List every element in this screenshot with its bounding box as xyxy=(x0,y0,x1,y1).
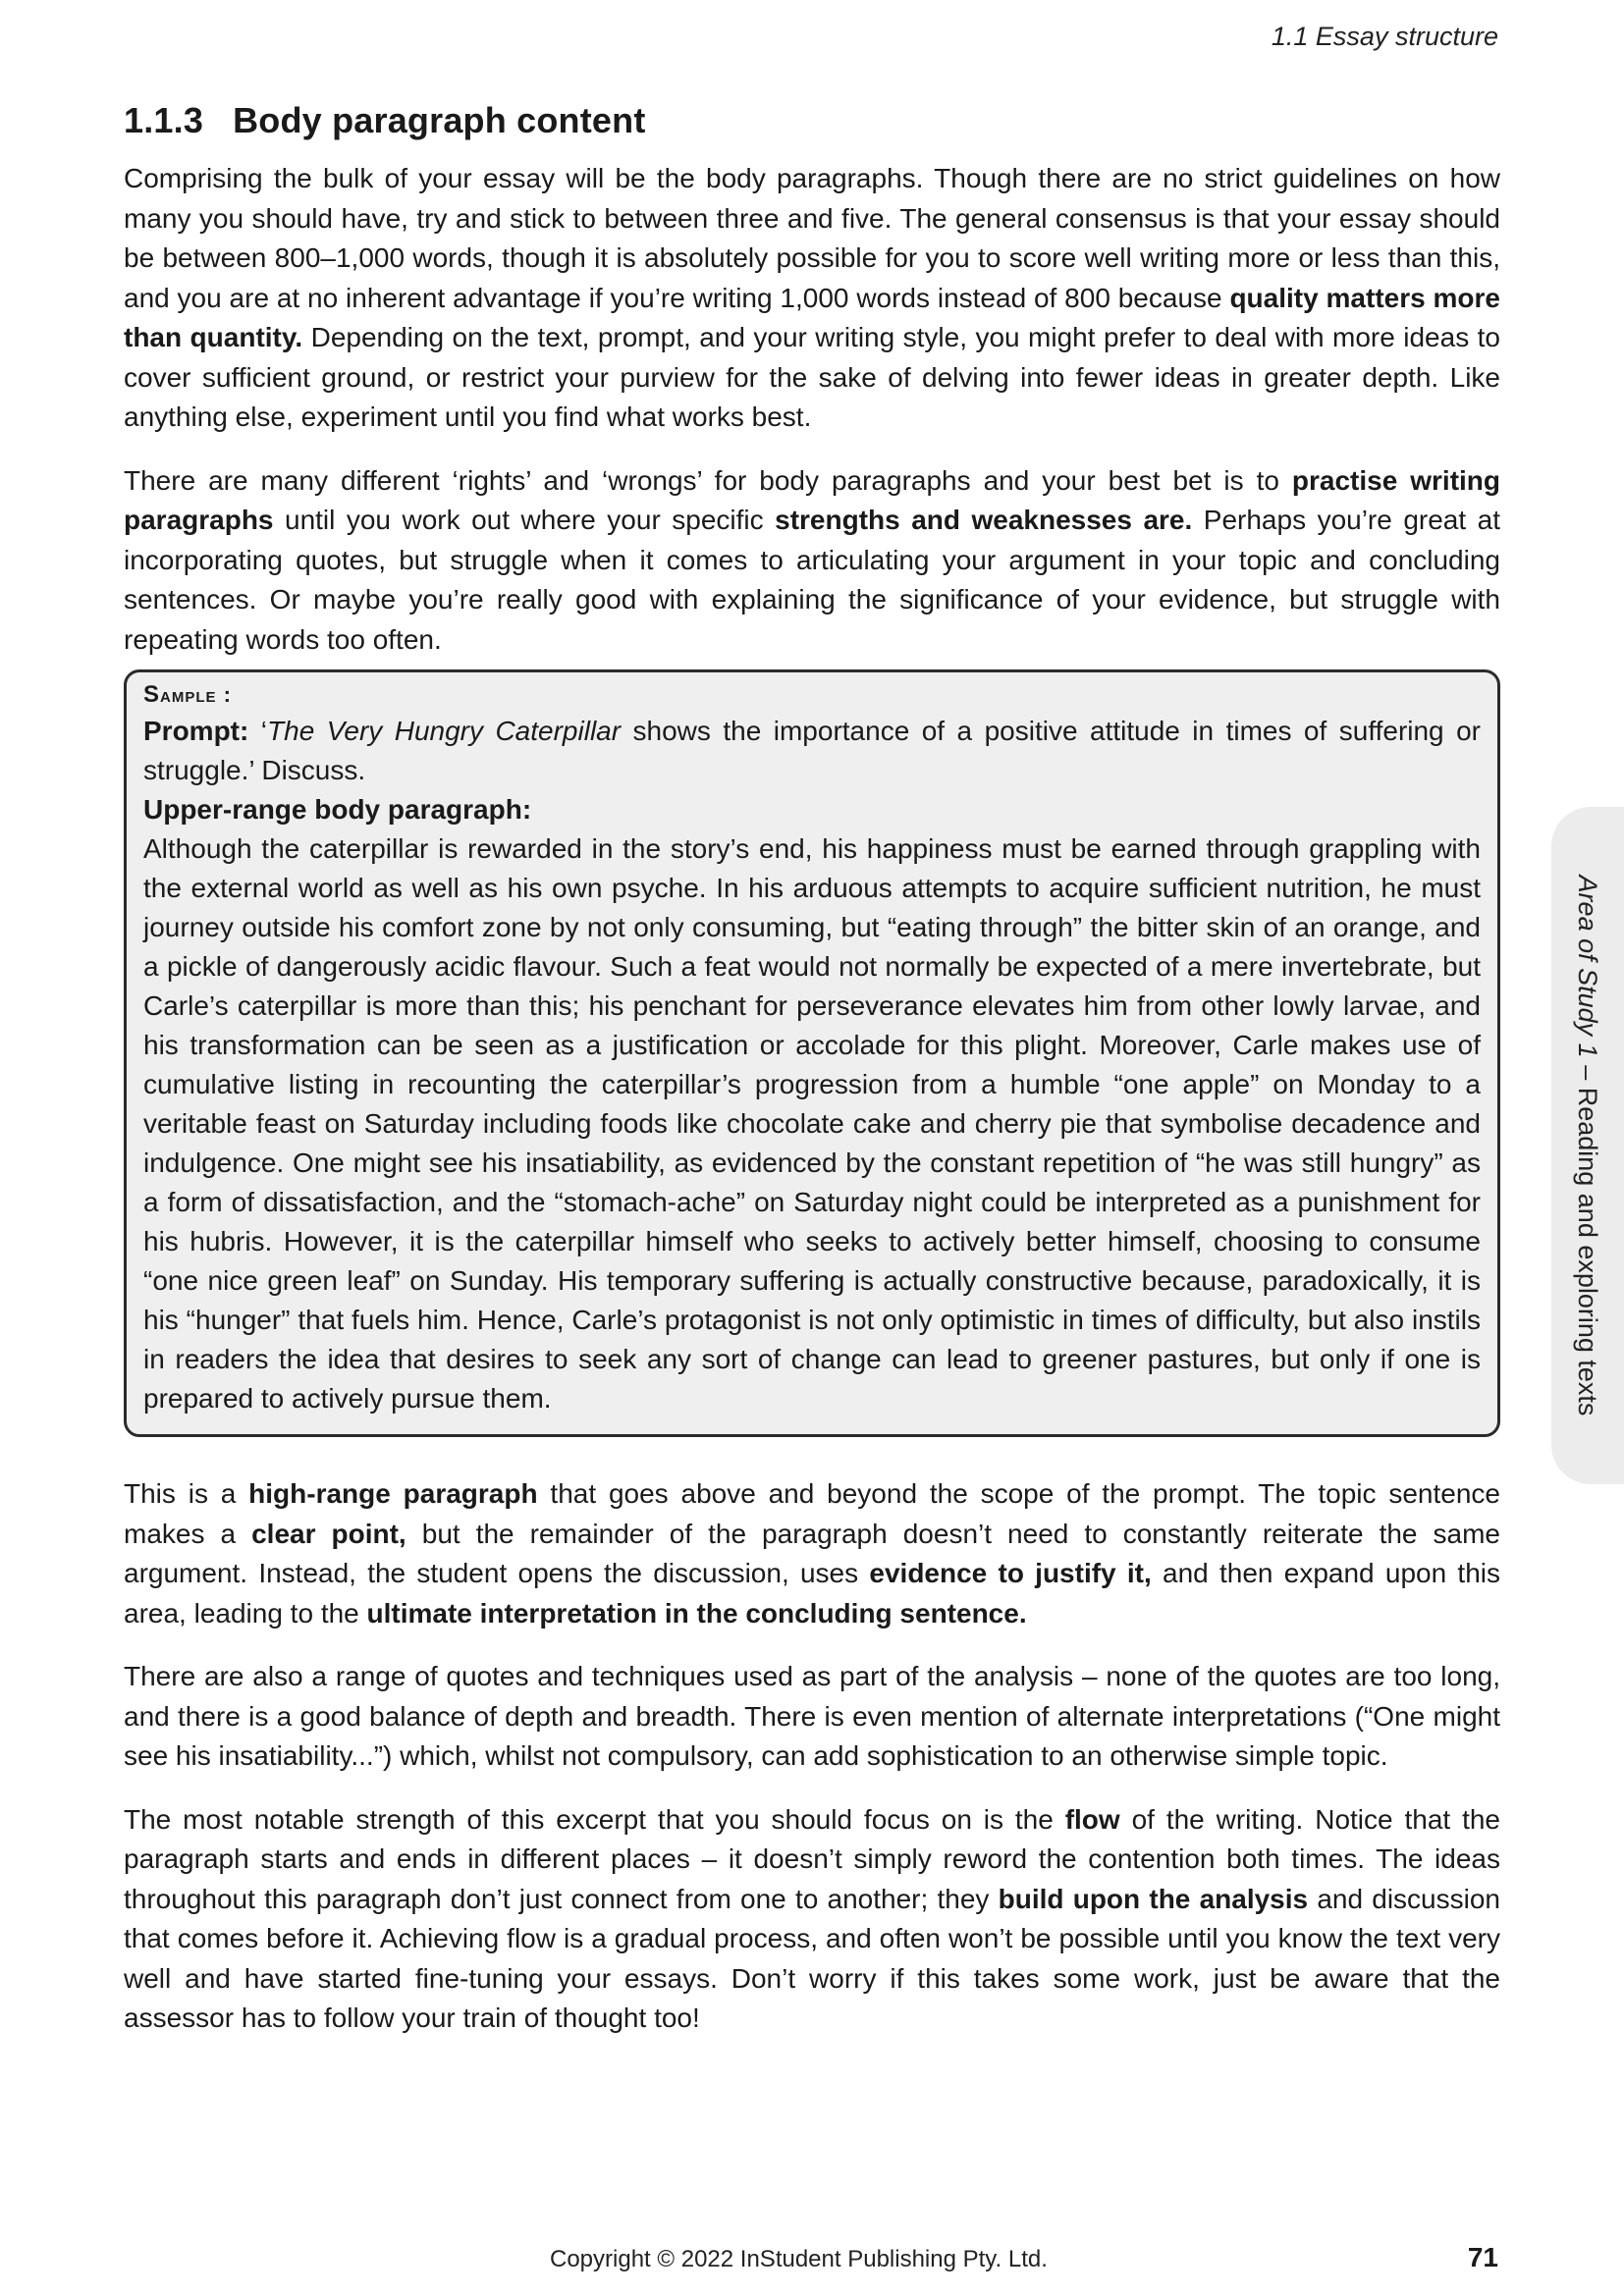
bold-text: ultimate interpretation in the concluding sentence. xyxy=(366,1597,1027,1629)
text-run: Perhaps you’re great at incorporating quotes, but struggle when it comes to articulating your argument in your topic and concluding sentences. Or maybe you’re really good with explaining the significance of your evidence, but struggle with repeating words too often. xyxy=(124,505,1500,655)
text-run: of the writing. Notice that the paragraph starts and ends in different places – it doesn’t simply reword the contention both times. The ideas throughout this paragraph don’t just connect from one to another; they xyxy=(124,1803,1500,1914)
sample-paragraph-text: Although the caterpillar is rewarded in the story’s end, his happiness must be earned through grappling with the external world as well as his own psyche. In his arduous attempts to acquire sufficient nutrition, he must journey outside his comfort zone by not only consuming, but “eating through” the bitter skin of an orange, and a pickle of dangerously acidic flavour. Such a feat would not normally be expected of a mere invertebrate, but Carle’s caterpillar is more than this; his penchant for perseverance elevates him from other lowly larvae, and his transformation can be seen as a justification or accolade for this plight. Moreover, Carle makes use of cumulative listing in recounting the caterpillar’s progression from a humble “one apple” on Monday to a veritable feast on Saturday including foods like chocolate cake and cherry pie that symbolise decadence and indulgence. One might see his insatiability, as evidenced by the constant repetition of “he was still hungry” as a form of dissatisfaction, and the “stomach-ache” on Saturday night could be interpreted as a punishment for his hubris. However, it is the caterpillar himself who seeks to actively better himself, choosing to consume “one nice green leaf” on Sunday. His temporary suffering is actually constructive because, paradoxically, it is his “hunger” that fuels him. Hence, Carle’s protagonist is not only optimistic in times of difficulty, but also instils in readers the idea that desires to seek any sort of change can lead to greener pastures, but only if one is prepared to actively pursue them. xyxy=(143,833,1481,1414)
main-content xyxy=(124,100,1500,2062)
bold-text: practise writing paragraphs xyxy=(124,464,1501,535)
bold-text: clear point, xyxy=(251,1518,406,1549)
text-run: and discussion that comes before it. Achieving flow is a gradual process, and often won’t be possible until you know the text very well and have started fine-tuning your essays. Don’t worry if this takes some work, just be aware that the assessor has to follow your train of thought too! xyxy=(124,1883,1500,2033)
page-number: 71 xyxy=(1467,2242,1498,2272)
text-run: There are many different ‘rights’ and ‘wrongs’ for body paragraphs and your best bet is to xyxy=(124,464,1292,496)
bold-text: quality matters more than quantity. xyxy=(124,282,1501,352)
text-run: and then expand upon this area, leading to the xyxy=(124,1558,1500,1629)
side-tab-label xyxy=(1551,807,1624,1484)
sample-label xyxy=(143,678,1481,712)
text-run: Comprising the bulk of your essay will be the body paragraphs. Though there are no strict guidelines on how many you should have, try and stick to between three and five. The general consensus is that your essay should be between 800–1,000 words, though it is absolutely possible for you to score well writing more or less than this, and you are at no inherent advantage if you’re writing 1,000 words instead of 800 because xyxy=(124,163,1500,313)
paragraph-1 xyxy=(124,159,1500,438)
paragraph-3 xyxy=(124,1474,1500,1633)
sample-paragraph-label: Upper-range body paragraph: xyxy=(143,794,532,825)
section-heading xyxy=(124,100,1500,141)
side-tab xyxy=(1551,807,1624,1484)
sample-box xyxy=(124,669,1500,1437)
text-run: This is a xyxy=(124,1478,249,1509)
text-run: ‘ xyxy=(248,716,268,746)
footer-copyright: Copyright © 2022 InStudent Publishing Pty. Ltd. xyxy=(550,2246,1048,2272)
text-run: Depending on the text, prompt, and your writing style, you might prefer to deal with more ideas to cover sufficient ground, or restrict your purview for the sake of delving into fewer ideas in greater depth. Like anything else, experiment until you find what works best. xyxy=(124,322,1500,432)
sample-label-rest: ample : xyxy=(160,682,232,707)
bold-text: high-range paragraph xyxy=(248,1478,538,1509)
section-number: 1.1.3 xyxy=(124,100,204,140)
text-run: that goes above and beyond the scope of the prompt. The topic sentence makes a xyxy=(124,1478,1500,1549)
book-title: The Very Hungry Caterpillar xyxy=(267,716,622,746)
sample-label-cap: S xyxy=(143,681,161,708)
paragraph-4 xyxy=(124,1657,1500,1777)
text-run: The most notable strength of this excerpt that you should focus on is the xyxy=(124,1803,1065,1835)
sample-prompt xyxy=(143,712,1481,790)
paragraph-5 xyxy=(124,1800,1500,2039)
text-run: until you work out where your specific xyxy=(273,505,776,535)
bold-text: flow xyxy=(1064,1803,1120,1835)
side-tab-italic: Area of Study 1 xyxy=(1573,875,1603,1058)
prompt-label: Prompt: xyxy=(143,716,249,746)
bold-text: build upon the analysis xyxy=(998,1883,1309,1914)
bold-text: strengths and weaknesses are. xyxy=(775,505,1193,535)
text-run: but the remainder of the paragraph doesn’t need to constantly reiterate the same argument. Instead, the student opens the discussion, uses xyxy=(124,1518,1500,1588)
side-tab-rest: – Reading and exploring texts xyxy=(1573,1065,1603,1416)
paragraph-2 xyxy=(124,461,1500,661)
text-run: There are also a range of quotes and techniques used as part of the analysis – none of the quotes are too long, and there is a good balance of depth and breadth. There is even mention of alternate interpretations (“One might see his insatiability...”) which, whilst not compulsory, can add sophistication to an otherwise simple topic. xyxy=(124,1661,1500,1771)
running-head: 1.1 Essay structure xyxy=(1271,22,1498,51)
section-title: Body paragraph content xyxy=(233,100,646,140)
bold-text: evidence to justify it, xyxy=(869,1558,1152,1588)
text-run: shows the importance of a positive attitude in times of suffering or struggle.’ Discuss. xyxy=(143,716,1481,785)
